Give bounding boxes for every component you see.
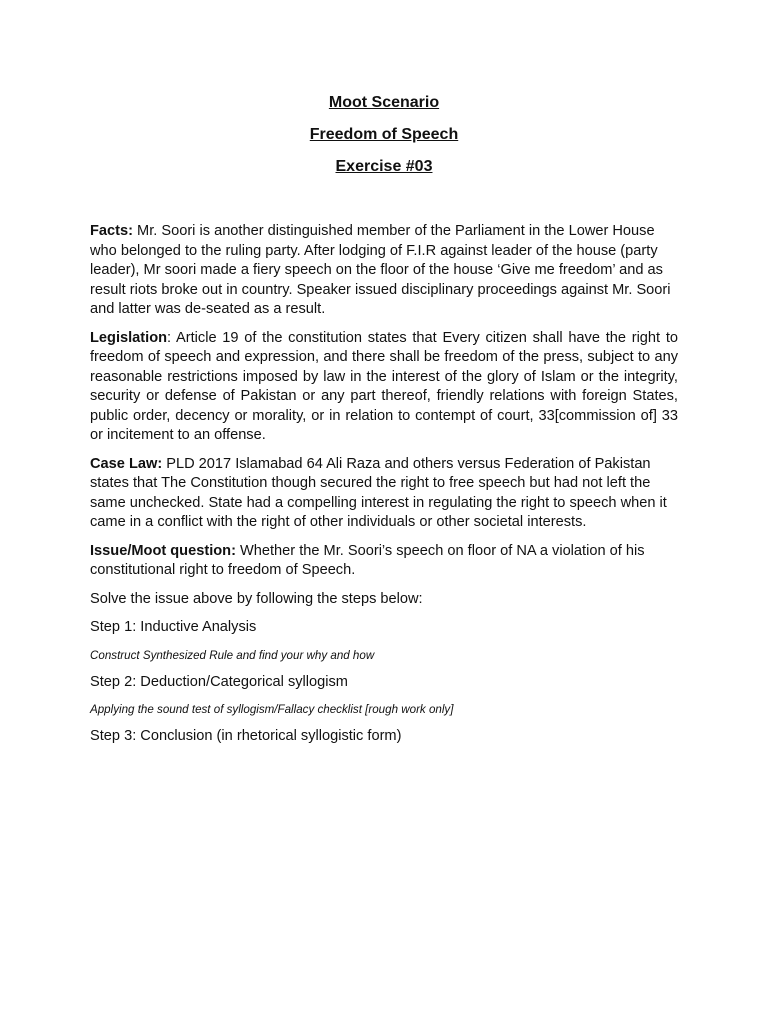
exercise-number: Exercise #03 [335, 158, 433, 175]
facts-text: Mr. Soori is another distinguished member of the Parliament in the Lower House who belonged to the ruling party. After lodging of F.I.R against leader of the house (party leader), Mr soori made a fiery speech on the floor of the house ‘Give me freedom’ and as result riots broke out in country. Speaker issued disciplinary proceedings against Mr. Soori and latter was de-seated as a result. [90, 223, 671, 317]
step-3: Step 3: Conclusion (in rhetorical syllogistic form) [90, 728, 402, 744]
case-law-paragraph [90, 455, 678, 533]
facts-label: Facts: [90, 223, 133, 239]
heading-block [0, 92, 768, 188]
step-1-note: Construct Synthesized Rule and find your why and how [90, 648, 375, 662]
step-2: Step 2: Deduction/Categorical syllogism [90, 673, 348, 690]
step-1: Step 1: Inductive Analysis [90, 619, 257, 635]
step-2-note: Applying the sound test of syllogism/Fallacy checklist [rough work only] [90, 703, 454, 716]
issue-paragraph [90, 542, 678, 581]
facts-paragraph [90, 222, 678, 320]
document-subtitle: Freedom of Speech [309, 126, 459, 143]
instruction-text: Solve the issue above by following the steps below: [90, 590, 423, 607]
legislation-paragraph [90, 329, 678, 446]
case-law-text: PLD 2017 Islamabad 64 Ali Raza and others versus Federation of Pakistan states that The Constitution though secured the right to free speech but had not left the same unchecked. State had a compelling interest in regulating the right to speech when it came in a conflict with the right of other individuals or other societal interests. [90, 455, 667, 530]
issue-text: Whether the Mr. Soori’s speech on floor of NA a violation of his constitutional right to freedom of Speech. [90, 542, 645, 578]
case-law-label: Case Law: [90, 455, 163, 472]
document-body [90, 222, 678, 757]
legislation-text: : Article 19 of the constitution states that Every citizen shall have the right to freedom of speech and expression, and there shall be freedom of the press, subject to any reasonable restrictions imposed by law in the interest of the glory of Islam or the integrity, security or defense of Pakistan or any part thereof, friendly relations with foreign States, public order, decency or morality, or in relation to contempt of court, 33[commission of] 33 or incitement to an offense. [90, 329, 678, 443]
issue-label: Issue/Moot question: [90, 542, 236, 559]
legislation-label: Legislation [90, 329, 168, 346]
document-title: Moot Scenario [328, 94, 440, 111]
